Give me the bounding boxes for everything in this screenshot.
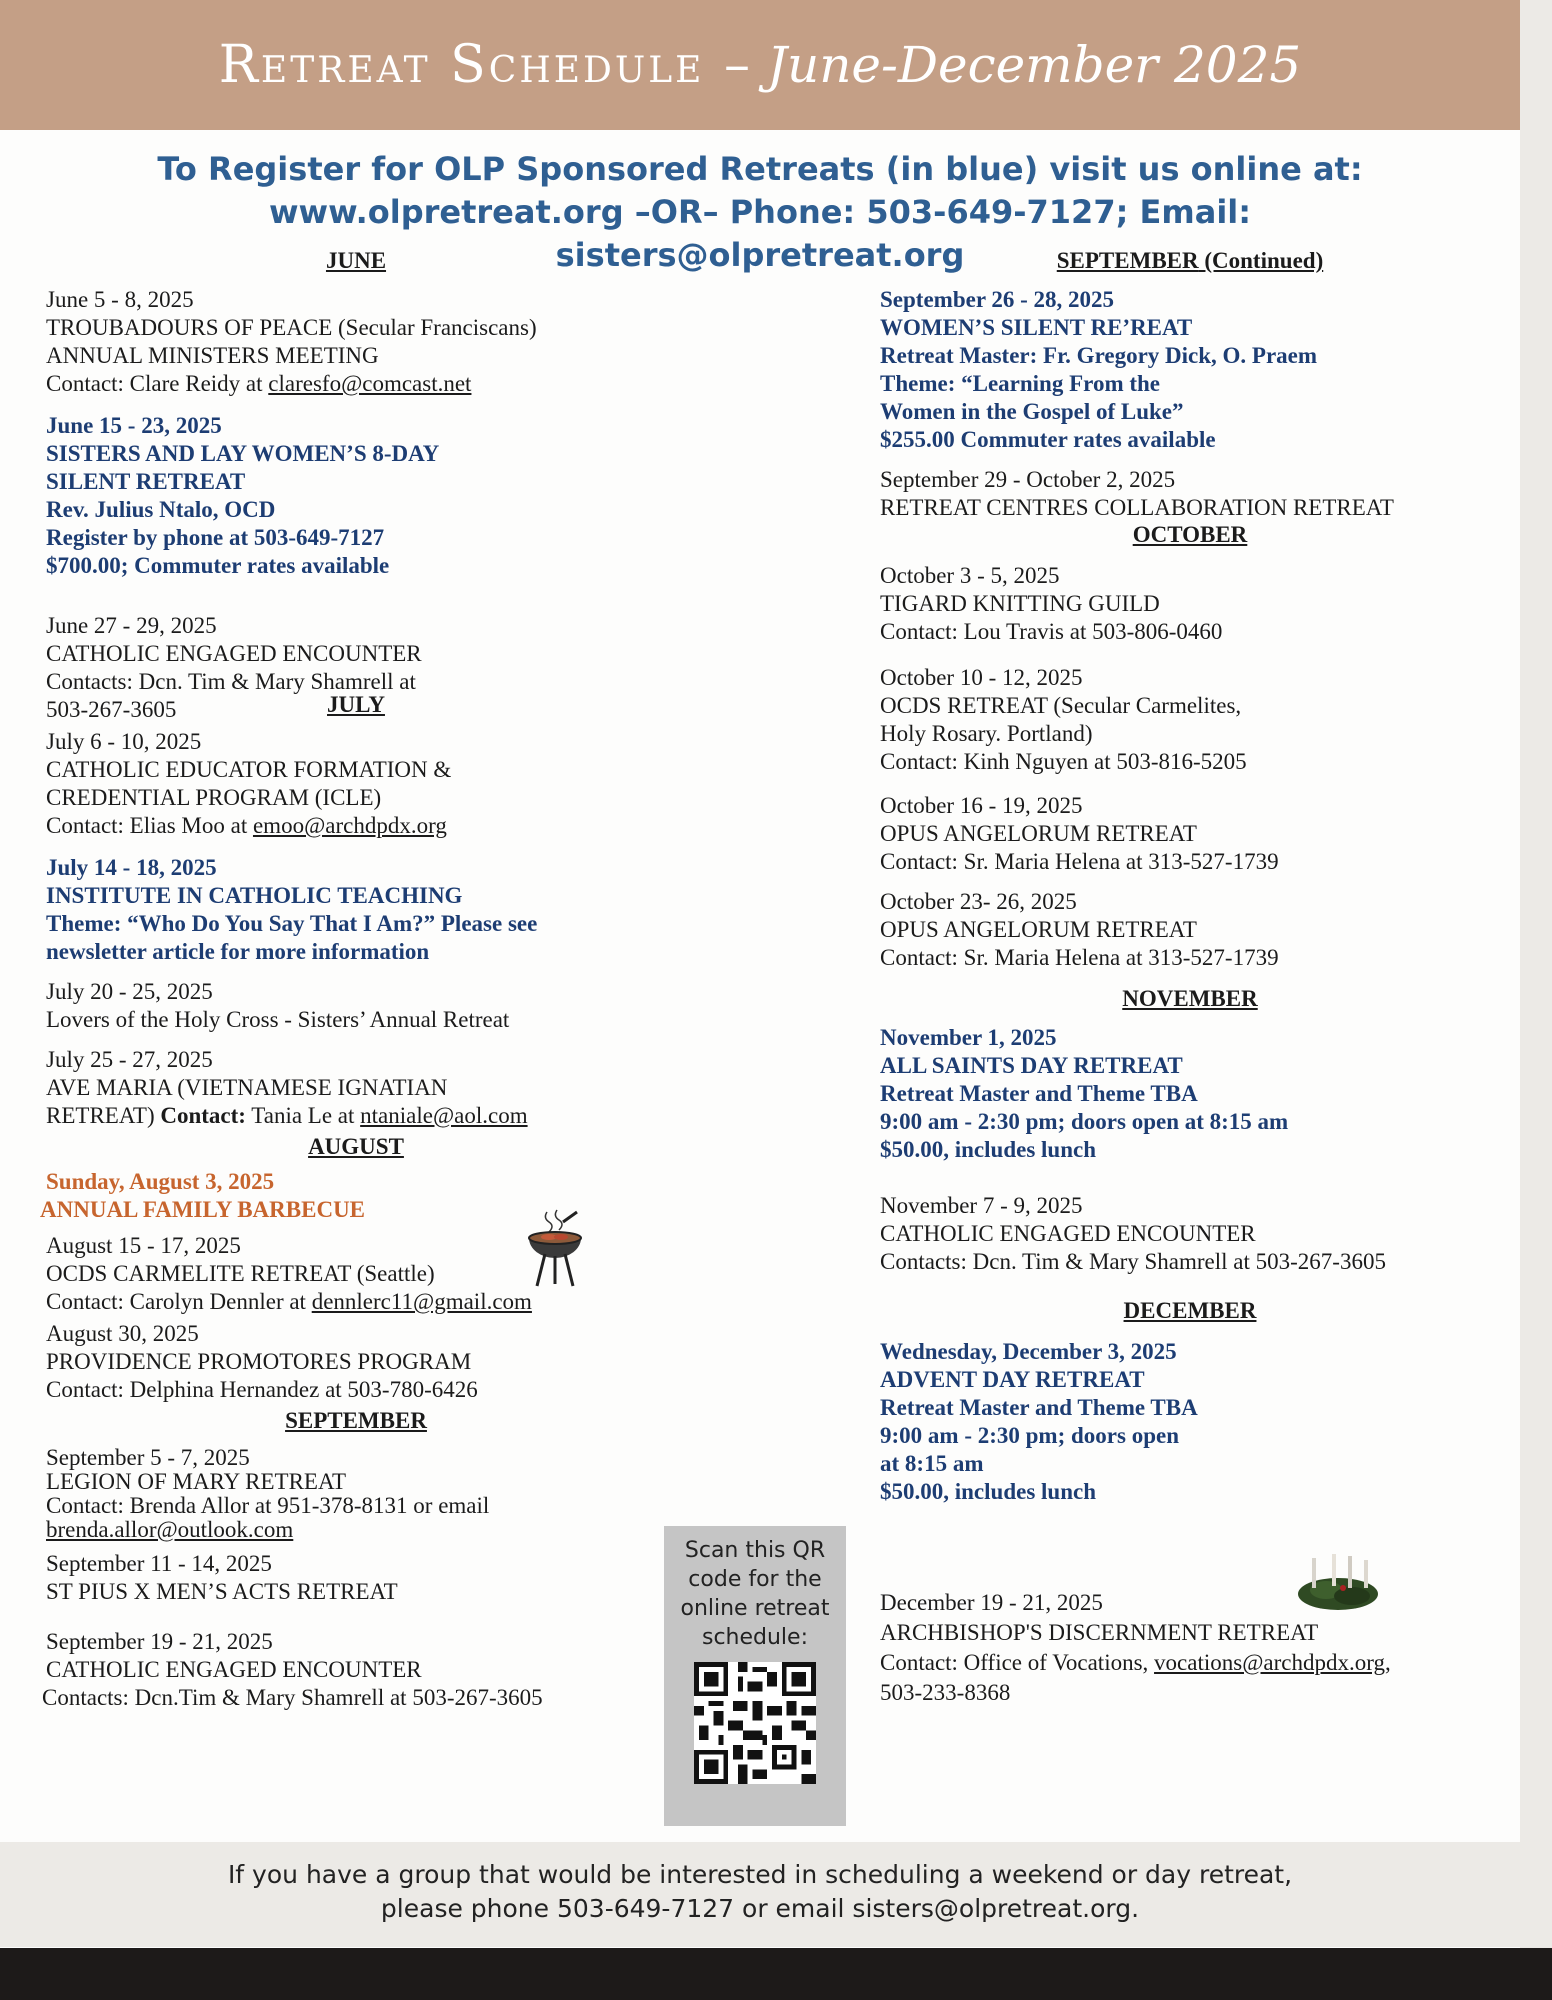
event-line: SISTERS AND LAY WOMEN’S 8-DAY <box>46 441 440 466</box>
qr-caption: Scan this QR code for the online retreat schedule: <box>680 1538 830 1650</box>
event-line: CREDENTIAL PROGRAM (ICLE) <box>46 785 382 810</box>
bottom-bar <box>0 1948 1552 2000</box>
email-link[interactable]: ntaniale@aol.com <box>360 1103 528 1128</box>
month-heading-september-continued <box>880 248 1500 274</box>
month-heading-september: SEPTEMBER <box>285 1408 427 1433</box>
qr-code-box <box>664 1526 846 1826</box>
event-line: CATHOLIC EDUCATOR FORMATION & <box>46 757 452 782</box>
event-line: Lovers of the Holy Cross - Sisters’ Annual Retreat <box>46 1007 510 1032</box>
contact-label: Contact: Carolyn Dennler at <box>46 1289 312 1314</box>
email-link[interactable]: brenda.allor@outlook.com <box>46 1517 294 1542</box>
event-date: July 6 - 10, 2025 <box>46 729 202 754</box>
event-line: 9:00 am - 2:30 pm; doors open at 8:15 am <box>880 1109 1289 1134</box>
contact-label: Contact: <box>160 1103 246 1128</box>
event-line: OCDS RETREAT (Secular Carmelites, <box>880 693 1242 718</box>
event-text: Tania Le at <box>245 1103 361 1128</box>
footer-line-1: If you have a group that would be interested in scheduling a weekend or day retreat, <box>227 1860 1293 1889</box>
month-heading-text: SEPTEMBER <box>1056 248 1199 273</box>
event <box>880 664 1500 776</box>
event-line: Contacts: Dcn. Tim & Mary Shamrell at <box>46 669 416 694</box>
event <box>880 1192 1500 1276</box>
event-line: Theme: “Who Do You Say That I Am?” Please see <box>46 911 538 936</box>
event-text: RETREAT) <box>46 1103 161 1128</box>
event <box>46 978 666 1034</box>
event-line: Holy Rosary. Portland) <box>880 721 1093 746</box>
event-line: ANNUAL MINISTERS MEETING <box>46 343 379 368</box>
event-text: , <box>1384 1650 1391 1675</box>
event-date: November 7 - 9, 2025 <box>880 1193 1083 1218</box>
event-line: CATHOLIC ENGAGED ENCOUNTER <box>46 641 422 666</box>
contact-label: Contact: Clare Reidy at <box>46 371 269 396</box>
email-link[interactable]: emoo@archdpdx.org <box>252 813 447 838</box>
event-date: July 25 - 27, 2025 <box>46 1047 213 1072</box>
event-date: July 20 - 25, 2025 <box>46 979 213 1004</box>
event-olp <box>880 1024 1500 1164</box>
event-date: October 10 - 12, 2025 <box>880 665 1083 690</box>
event-date: October 16 - 19, 2025 <box>880 793 1083 818</box>
event-date: August 15 - 17, 2025 <box>46 1233 241 1258</box>
event-date: September 29 - October 2, 2025 <box>880 467 1176 492</box>
event-date: September 11 - 14, 2025 <box>46 1551 272 1576</box>
event-line: newsletter article for more information <box>46 939 430 964</box>
month-heading-december: DECEMBER <box>1123 1298 1257 1323</box>
event-line: INSTITUTE IN CATHOLIC TEACHING <box>46 883 463 908</box>
event-line: $50.00, includes lunch <box>880 1479 1096 1504</box>
event-line: ST PIUS X MEN’S ACTS RETREAT <box>46 1579 398 1604</box>
event-line: Retreat Master and Theme TBA <box>880 1395 1198 1420</box>
event-date: July 14 - 18, 2025 <box>46 855 217 880</box>
event-date: June 15 - 23, 2025 <box>46 413 222 438</box>
event-line: PROVIDENCE PROMOTORES PROGRAM <box>46 1349 472 1374</box>
event-line: ALL SAINTS DAY RETREAT <box>880 1053 1183 1078</box>
event-line: TROUBADOURS OF PEACE (Secular Franciscans) <box>46 315 537 340</box>
event <box>46 1046 666 1130</box>
event-line: Contact: Delphina Hernandez at 503-780-6426 <box>46 1377 478 1402</box>
email-link[interactable]: dennlerc11@gmail.com <box>311 1289 532 1314</box>
event-line: Theme: “Learning From the <box>880 371 1161 396</box>
event-line: AVE MARIA (VIETNAMESE IGNATIAN <box>46 1075 448 1100</box>
event-line: LEGION OF MARY RETREAT <box>46 1469 347 1494</box>
event-line: ANNUAL FAMILY BARBECUE <box>40 1197 366 1222</box>
event-date: September 5 - 7, 2025 <box>46 1445 250 1470</box>
event-line <box>46 1102 666 1130</box>
event-olp <box>880 286 1500 454</box>
barbecue-grill-icon <box>525 1208 585 1288</box>
footer-line-2: please phone 503-649-7127 or email sisters@olpretreat.org. <box>380 1894 1140 1923</box>
header-subtitle: June-December 2025 <box>766 36 1302 94</box>
left-column <box>40 248 666 1712</box>
event-line: Rev. Julius Ntalo, OCD <box>46 497 276 522</box>
event-line: $50.00, includes lunch <box>880 1137 1096 1162</box>
event <box>880 888 1500 972</box>
register-line-1: To Register for OLP Sponsored Retreats (in blue) visit us online at: <box>157 150 1363 188</box>
event <box>42 1628 666 1712</box>
contact-label: Contact: Office of Vocations, <box>880 1650 1155 1675</box>
event-line: Retreat Master: Fr. Gregory Dick, O. Praem <box>880 343 1318 368</box>
email-link[interactable]: vocations@archdpdx.org <box>1154 1650 1385 1675</box>
event <box>46 286 666 398</box>
event-date: Sunday, August 3, 2025 <box>46 1169 275 1194</box>
event-contact <box>46 1288 666 1316</box>
event-line: Contacts: Dcn. Tim & Mary Shamrell at 503-267-3605 <box>880 1249 1386 1274</box>
event-line: Contact: Lou Travis at 503-806-0460 <box>880 619 1223 644</box>
event-line: OPUS ANGELORUM RETREAT <box>880 917 1197 942</box>
footer-message <box>0 1858 1520 1926</box>
contact-label: Contact: Elias Moo at <box>46 813 253 838</box>
event-date: August 30, 2025 <box>46 1321 199 1346</box>
event-line: Contacts: Dcn.Tim & Mary Shamrell at 503-267-3605 <box>42 1685 543 1710</box>
qr-code[interactable] <box>694 1662 816 1784</box>
event-line: 503-267-3605 <box>46 697 177 722</box>
event-line: $700.00; Commuter rates available <box>46 553 390 578</box>
event-date: December 19 - 21, 2025 <box>880 1590 1103 1615</box>
event-olp <box>46 412 666 580</box>
event-contact <box>880 1648 1500 1678</box>
event <box>880 1588 1500 1708</box>
event-line: $255.00 Commuter rates available <box>880 427 1216 452</box>
event-line: Contact: Brenda Allor at 951-378-8131 or email <box>46 1493 490 1518</box>
month-heading-november: NOVEMBER <box>1122 986 1258 1011</box>
event-line: Register by phone at 503-649-7127 <box>46 525 385 550</box>
event-contact <box>46 812 666 840</box>
event-line: ADVENT DAY RETREAT <box>880 1367 1145 1392</box>
header-banner <box>0 0 1520 130</box>
event <box>880 792 1500 876</box>
event <box>46 1320 666 1404</box>
event-date: November 1, 2025 <box>880 1025 1057 1050</box>
event-line: Contact: Kinh Nguyen at 503-816-5205 <box>880 749 1247 774</box>
event-line: Retreat Master and Theme TBA <box>880 1081 1198 1106</box>
event <box>880 466 1500 522</box>
event-line: CATHOLIC ENGAGED ENCOUNTER <box>880 1221 1256 1246</box>
event-line: at 8:15 am <box>880 1451 984 1476</box>
event-line: 9:00 am - 2:30 pm; doors open <box>880 1423 1179 1448</box>
month-heading-october: OCTOBER <box>1132 522 1248 547</box>
event-contact <box>46 370 666 398</box>
event-date: June 27 - 29, 2025 <box>46 613 217 638</box>
event-date: Wednesday, December 3, 2025 <box>880 1339 1177 1364</box>
event <box>46 728 666 840</box>
month-heading-june: JUNE <box>325 248 387 273</box>
event-date: September 19 - 21, 2025 <box>46 1629 273 1654</box>
event-line: RETREAT CENTRES COLLABORATION RETREAT <box>880 495 1394 520</box>
advent-wreath-icon <box>1296 1548 1380 1614</box>
month-heading-august: AUGUST <box>308 1134 404 1159</box>
register-line-2: www.olpretreat.org –OR– Phone: 503-649-7127; Email: sisters@olpretreat.org <box>268 193 1252 274</box>
email-link[interactable]: claresfo@comcast.net <box>268 371 472 396</box>
event-line: Contact: Sr. Maria Helena at 313-527-1739 <box>880 945 1279 970</box>
header-title: Retreat Schedule – <box>218 35 753 95</box>
right-column <box>880 248 1500 1708</box>
event-olp <box>880 1338 1500 1506</box>
event-line: SILENT RETREAT <box>46 469 246 494</box>
event-date: October 3 - 5, 2025 <box>880 563 1060 588</box>
event-line: 503-233-8368 <box>880 1680 1011 1705</box>
event-line: TIGARD KNITTING GUILD <box>880 591 1160 616</box>
event-date: September 26 - 28, 2025 <box>880 287 1115 312</box>
event-olp <box>46 854 666 966</box>
event <box>46 1446 666 1542</box>
event-line: ARCHBISHOP'S DISCERNMENT RETREAT <box>880 1620 1319 1645</box>
event-line: OCDS CARMELITE RETREAT (Seattle) <box>46 1261 435 1286</box>
event-date: October 23- 26, 2025 <box>880 889 1077 914</box>
page-edge <box>1520 0 1552 2000</box>
event-line: CATHOLIC ENGAGED ENCOUNTER <box>46 1657 422 1682</box>
month-heading-suffix: (Continued) <box>1198 248 1324 273</box>
event-line: Women in the Gospel of Luke” <box>880 399 1184 424</box>
event-date: June 5 - 8, 2025 <box>46 287 194 312</box>
event-line: WOMEN’S SILENT RE’REAT <box>880 315 1193 340</box>
event <box>46 1550 666 1606</box>
event <box>880 562 1500 646</box>
event-line: Contact: Sr. Maria Helena at 313-527-1739 <box>880 849 1279 874</box>
month-heading-july: JULY <box>327 692 385 717</box>
event-line: OPUS ANGELORUM RETREAT <box>880 821 1197 846</box>
